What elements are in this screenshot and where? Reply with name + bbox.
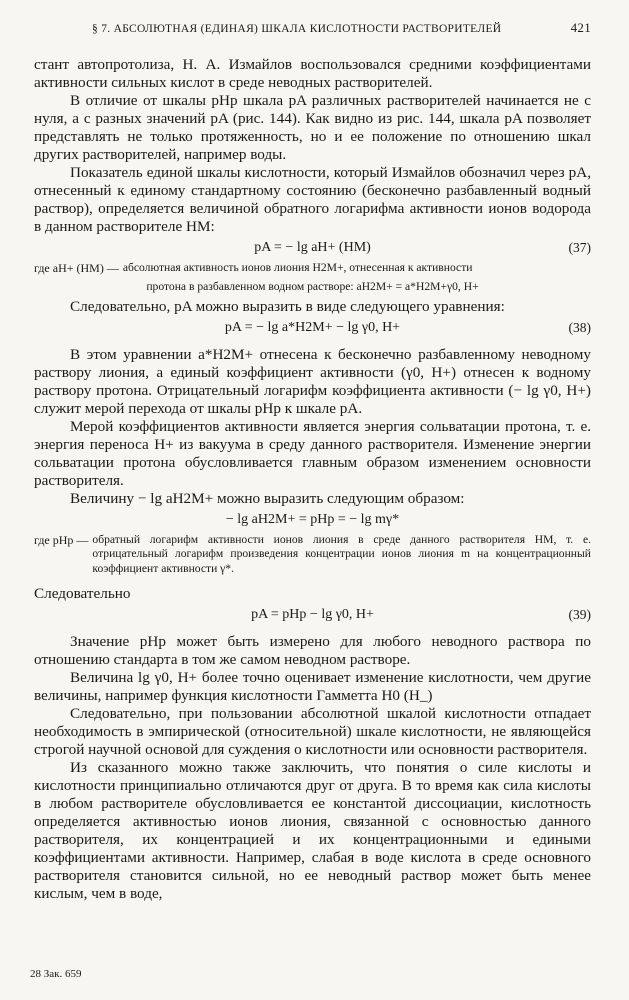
paragraph-5: В этом уравнении a*H2M+ отнесена к бесконечно разбавленному неводному раствору лиония, а единый коэффициент активности (γ0, H+) отнесен к водному раствору протона. Отрицательный логарифм коэффициента активности (− lg γ0, H+) служит мерой перехода от шкалы pHp к шкале pA. [34, 345, 591, 417]
equation-unnumbered-text: − lg aH2M+ = pHp = − lg mγ* [225, 511, 400, 527]
equation-38-text: pA = − lg a*H2M+ − lg γ0, H+ [224, 319, 401, 335]
signature-footer: 28 Зак. 659 [30, 968, 82, 980]
where-label-2: где pHp — [34, 532, 89, 547]
paragraph-9: Значение pHp может быть измерено для любого неводного раствора по отношению стандарта в том же самом неводном растворе. [34, 633, 591, 668]
where-text-1: абсолютная активность ионов лиония H2M+, отнесенная к активности [122, 261, 473, 274]
paragraph-11: Следовательно, при пользовании абсолютной шкалой кислотности отпадает необходимость в эмпирической (относительной) шкале кислотности, не являющейся строгой научной основой для суждения о кислотности или основности растворителя. [34, 705, 591, 758]
paragraph-7: Величину − lg aH2M+ можно выразить следующим образом: [70, 489, 465, 507]
equation-39-text: pA = pHp − lg γ0, H+ [251, 607, 374, 622]
equation-39-number: (39) [568, 607, 591, 622]
where-block-2 [34, 533, 591, 577]
paragraph-2: В отличие от шкалы pHp шкала pA различных растворителей начинается не с нуля, а с разных значений pA (рис. 144). Как видно из рис. 144, шкала pA позволяет представлять не только протяженность, но и ее положение по отношению шкал других растворителей, например воды. [34, 92, 591, 163]
page-number: 421 [570, 20, 591, 35]
equation-37 [34, 239, 591, 257]
where-text-2: обратный логарифм активности ионов лиония в среде данного растворителя НМ, т. е. отрицательный логарифм произведения концентрации ионов лиония m на концентрационный коэффициент активности γ*. [92, 532, 591, 575]
where-block-1 [34, 261, 591, 276]
equation-unnumbered [34, 511, 591, 529]
where-label-1: где aH+ (НМ) — [34, 261, 119, 275]
paragraph-3: Показатель единой шкалы кислотности, который Измайлов обозначил через pA, отнесенный к единому стандартному состоянию (бесконечно разбавленный водный раствор), определяется величиной обратного логарифма активности ионов водорода в данном растворителе НМ: [34, 164, 591, 235]
equation-39 [34, 606, 591, 624]
where-line-2: протона в разбавленном водном растворе: aH2M+ = a*H2M+γ0, H+ [146, 279, 479, 293]
section-title: § 7. АБСОЛЮТНАЯ (ЕДИНАЯ) ШКАЛА КИСЛОТНОСТИ РАСТВОРИТЕЛЕЙ [92, 23, 502, 35]
paragraph-10: Величина lg γ0, H+ более точно оценивает изменение кислотности, чем другие величины, например функция кислотности Гамметта H0 (H_) [34, 669, 591, 704]
page [34, 20, 591, 903]
equation-38 [34, 319, 591, 337]
paragraph-12: Из сказанного можно также заключить, что понятия о силе кислоты и кислотности принципиально отличаются друг от друга. В то время как сила кислоты в любом растворителе обусловливается ее константой диссоциации, кислотность определяется активностью ионов лиония, связанной с основностью данного растворителя, их концентрацией и их концентрационными и едиными коэффициентами активности. Например, слабая в воде кислота в среде основного растворителя становится сильной, но ее неводный раствор может быть менее кислым, чем в воде, [34, 759, 591, 902]
paragraph-1: стант автопротолиза, Н. А. Измайлов воспользовался средними коэффициентами активности сильных кислот в среде неводных растворителей. [34, 56, 591, 91]
paragraph-4: Следовательно, pA можно выразить в виде следующего уравнения: [70, 297, 505, 315]
running-header [92, 20, 591, 36]
paragraph-6: Мерой коэффициентов активности является энергия сольватации протона, т. е. энергия переноса H+ из вакуума в среду данного растворителя. Изменение энергии сольватации протона обусловливается главным образом изменением основности растворителя. [34, 417, 591, 489]
equation-38-number: (38) [568, 319, 591, 335]
equation-37-number: (37) [568, 240, 591, 255]
paragraph-8: Следовательно [34, 585, 131, 602]
equation-37-text: pA = − lg aH+ (НМ) [254, 240, 371, 255]
